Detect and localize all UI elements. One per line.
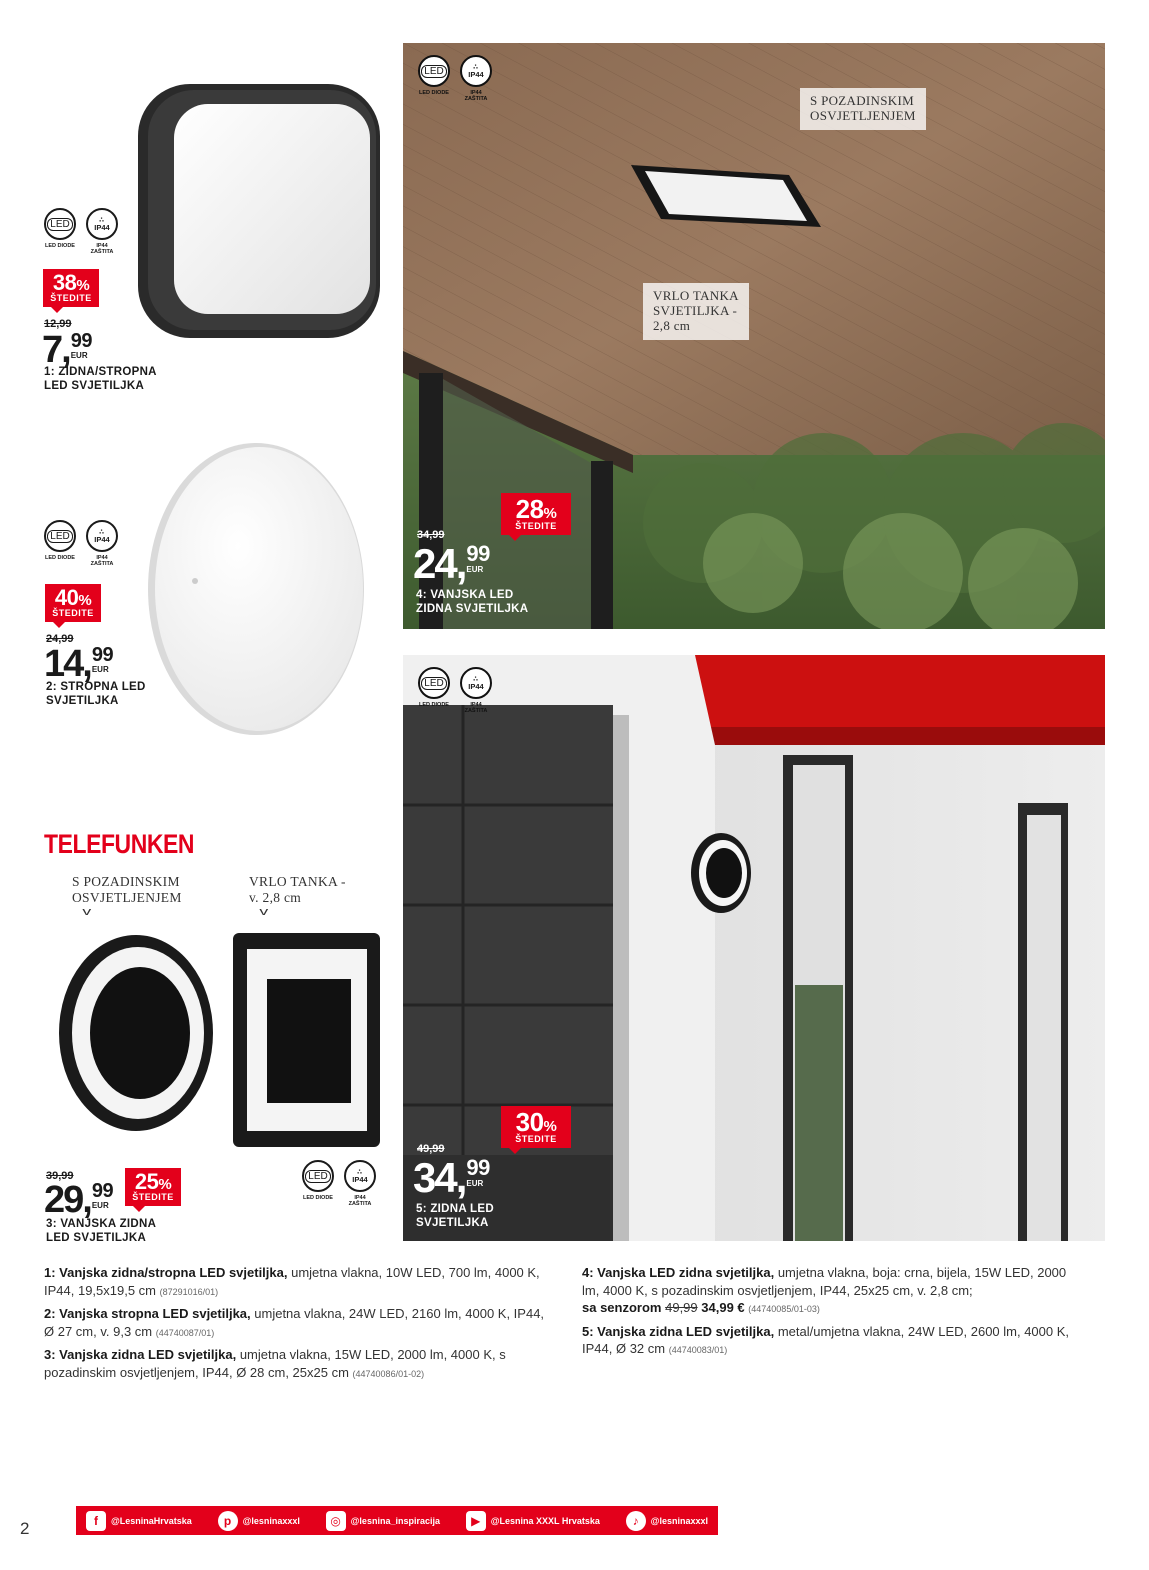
social-footer — [76, 1506, 718, 1535]
product-name-2: 2: STROPNA LED SVJETILJKA — [46, 681, 146, 707]
pinterest-icon: p — [218, 1511, 238, 1531]
discount-badge-5: 30% ŠTEDITE — [501, 1106, 571, 1148]
youtube-icon: ▶ — [466, 1511, 486, 1531]
page-number: 2 — [20, 1519, 30, 1538]
led-badge: LED LED DIODE — [43, 208, 77, 255]
feature-thin-label: VRLO TANKA - v. 2,8 cm — [249, 874, 346, 906]
product-4-photo — [403, 43, 1105, 629]
discount-badge-4: 28% ŠTEDITE — [501, 493, 571, 535]
ip44-badge: ∴ IP44 IP44 ZAŠTITA — [459, 55, 493, 102]
callout-backlight: S POZADINSKIM OSVJETLJENJEM — [800, 88, 926, 130]
old-price-3: 39,99 — [46, 1170, 74, 1182]
product-2-image — [143, 438, 369, 740]
price-5: 34, 99 EUR — [413, 1154, 490, 1201]
product-2-features — [43, 520, 119, 567]
descriptions-left — [44, 1264, 554, 1387]
tiktok-link[interactable]: ♪ @lesninaxxxl — [626, 1511, 708, 1531]
led-badge: LED LED DIODE — [417, 55, 451, 102]
old-price-1: 12,99 — [44, 318, 72, 330]
product-name-3: 3: VANJSKA ZIDNA LED SVJETILJKA — [46, 1218, 157, 1244]
instagram-link[interactable]: ◎ @lesnina_inspiracija — [326, 1511, 440, 1531]
price-3: 29, 99 EUR — [44, 1179, 114, 1221]
old-price-4: 34,99 — [417, 529, 445, 541]
old-price-2: 24,99 — [46, 633, 74, 645]
brand-logo: TELEFUNKEN — [44, 829, 195, 859]
callout-thin: VRLO TANKA SVJETILJKA - 2,8 cm — [643, 283, 749, 340]
led-badge: LED LED DIODE — [417, 667, 451, 714]
old-price-5: 49,99 — [417, 1143, 445, 1155]
discount-badge-2: 40% ŠTEDITE — [45, 584, 101, 622]
product-3-square-image — [233, 933, 380, 1147]
feature-backlight-label: S POZADINSKIM OSVJETLJENJEM — [72, 874, 182, 906]
ip44-badge: ∴ IP44 IP44 ZAŠTITA — [85, 208, 119, 255]
description-1: 1: Vanjska zidna/stropna LED svjetiljka, umjetna vlakna, 10W LED, 700 lm, 4000 K, IP44, 19,5x19,5 cm (87291016/01) — [44, 1265, 540, 1298]
descriptions-right — [582, 1264, 1082, 1364]
price-1: 7, 99 EUR — [42, 329, 92, 371]
product-name-1: 1: ZIDNA/STROPNA LED SVJETILJKA — [44, 366, 157, 392]
instagram-icon: ◎ — [326, 1511, 346, 1531]
tiktok-icon: ♪ — [626, 1511, 646, 1531]
product-name-4: 4: VANJSKA LED ZIDNA SVJETILJKA — [416, 589, 529, 615]
product-3-features — [301, 1160, 377, 1207]
facebook-icon: f — [86, 1511, 106, 1531]
facebook-link[interactable]: f @LesninaHrvatska — [86, 1511, 192, 1531]
ip44-badge: ∴ IP44 IP44 ZAŠTITA — [85, 520, 119, 567]
product-1-features — [43, 208, 119, 255]
youtube-link[interactable]: ▶ @Lesnina XXXL Hrvatska — [466, 1511, 600, 1531]
product-name-5: 5: ZIDNA LED SVJETILJKA — [416, 1203, 494, 1229]
led-badge: LED LED DIODE — [301, 1160, 335, 1207]
description-2: 2: Vanjska stropna LED svjetiljka, umjetna vlakna, 24W LED, 2160 lm, 4000 K, IP44, Ø 27 cm, v. 9,3 cm (44740087/01) — [44, 1306, 545, 1339]
chevron-down-icon: v — [82, 906, 92, 918]
pinterest-link[interactable]: p @lesninaxxxl — [218, 1511, 300, 1531]
ip44-badge: ∴ IP44 IP44 ZAŠTITA — [459, 667, 493, 714]
chevron-down-icon: v — [259, 906, 269, 918]
discount-badge-3: 25% ŠTEDITE — [125, 1168, 181, 1206]
price-4: 24, 99 EUR — [413, 540, 490, 587]
product-3-round-image — [57, 933, 215, 1133]
product-1-image — [134, 80, 384, 342]
discount-badge-1: 38% ŠTEDITE — [43, 269, 99, 307]
led-badge: LED LED DIODE — [43, 520, 77, 567]
product-5-photo — [403, 655, 1105, 1241]
description-3: 3: Vanjska zidna LED svjetiljka, umjetna vlakna, 15W LED, 2000 lm, 4000 K, s pozadinskim osvjetljenjem, IP44, Ø 28 cm, 25x25 cm (44740086/01-02) — [44, 1347, 506, 1380]
product-4-features — [417, 55, 493, 102]
description-5: 5: Vanjska zidna LED svjetiljka, metal/umjetna vlakna, 24W LED, 2600 lm, 4000 K, IP44, Ø 32 cm (44740083/01) — [582, 1323, 1070, 1357]
ip44-badge: ∴ IP44 IP44 ZAŠTITA — [343, 1160, 377, 1207]
price-2: 14, 99 EUR — [44, 643, 114, 685]
product-5-features — [417, 667, 493, 714]
description-4: 4: Vanjska LED zidna svjetiljka, umjetna vlakna, boja: crna, bijela, 15W LED, 2000 lm, 4000 K, s pozadinskim osvjetljenjem, IP44, 25x25 cm, v. 2,8 cm; sa senzorom 49,99 34,99 € (44740085/01-03) — [582, 1265, 1067, 1316]
